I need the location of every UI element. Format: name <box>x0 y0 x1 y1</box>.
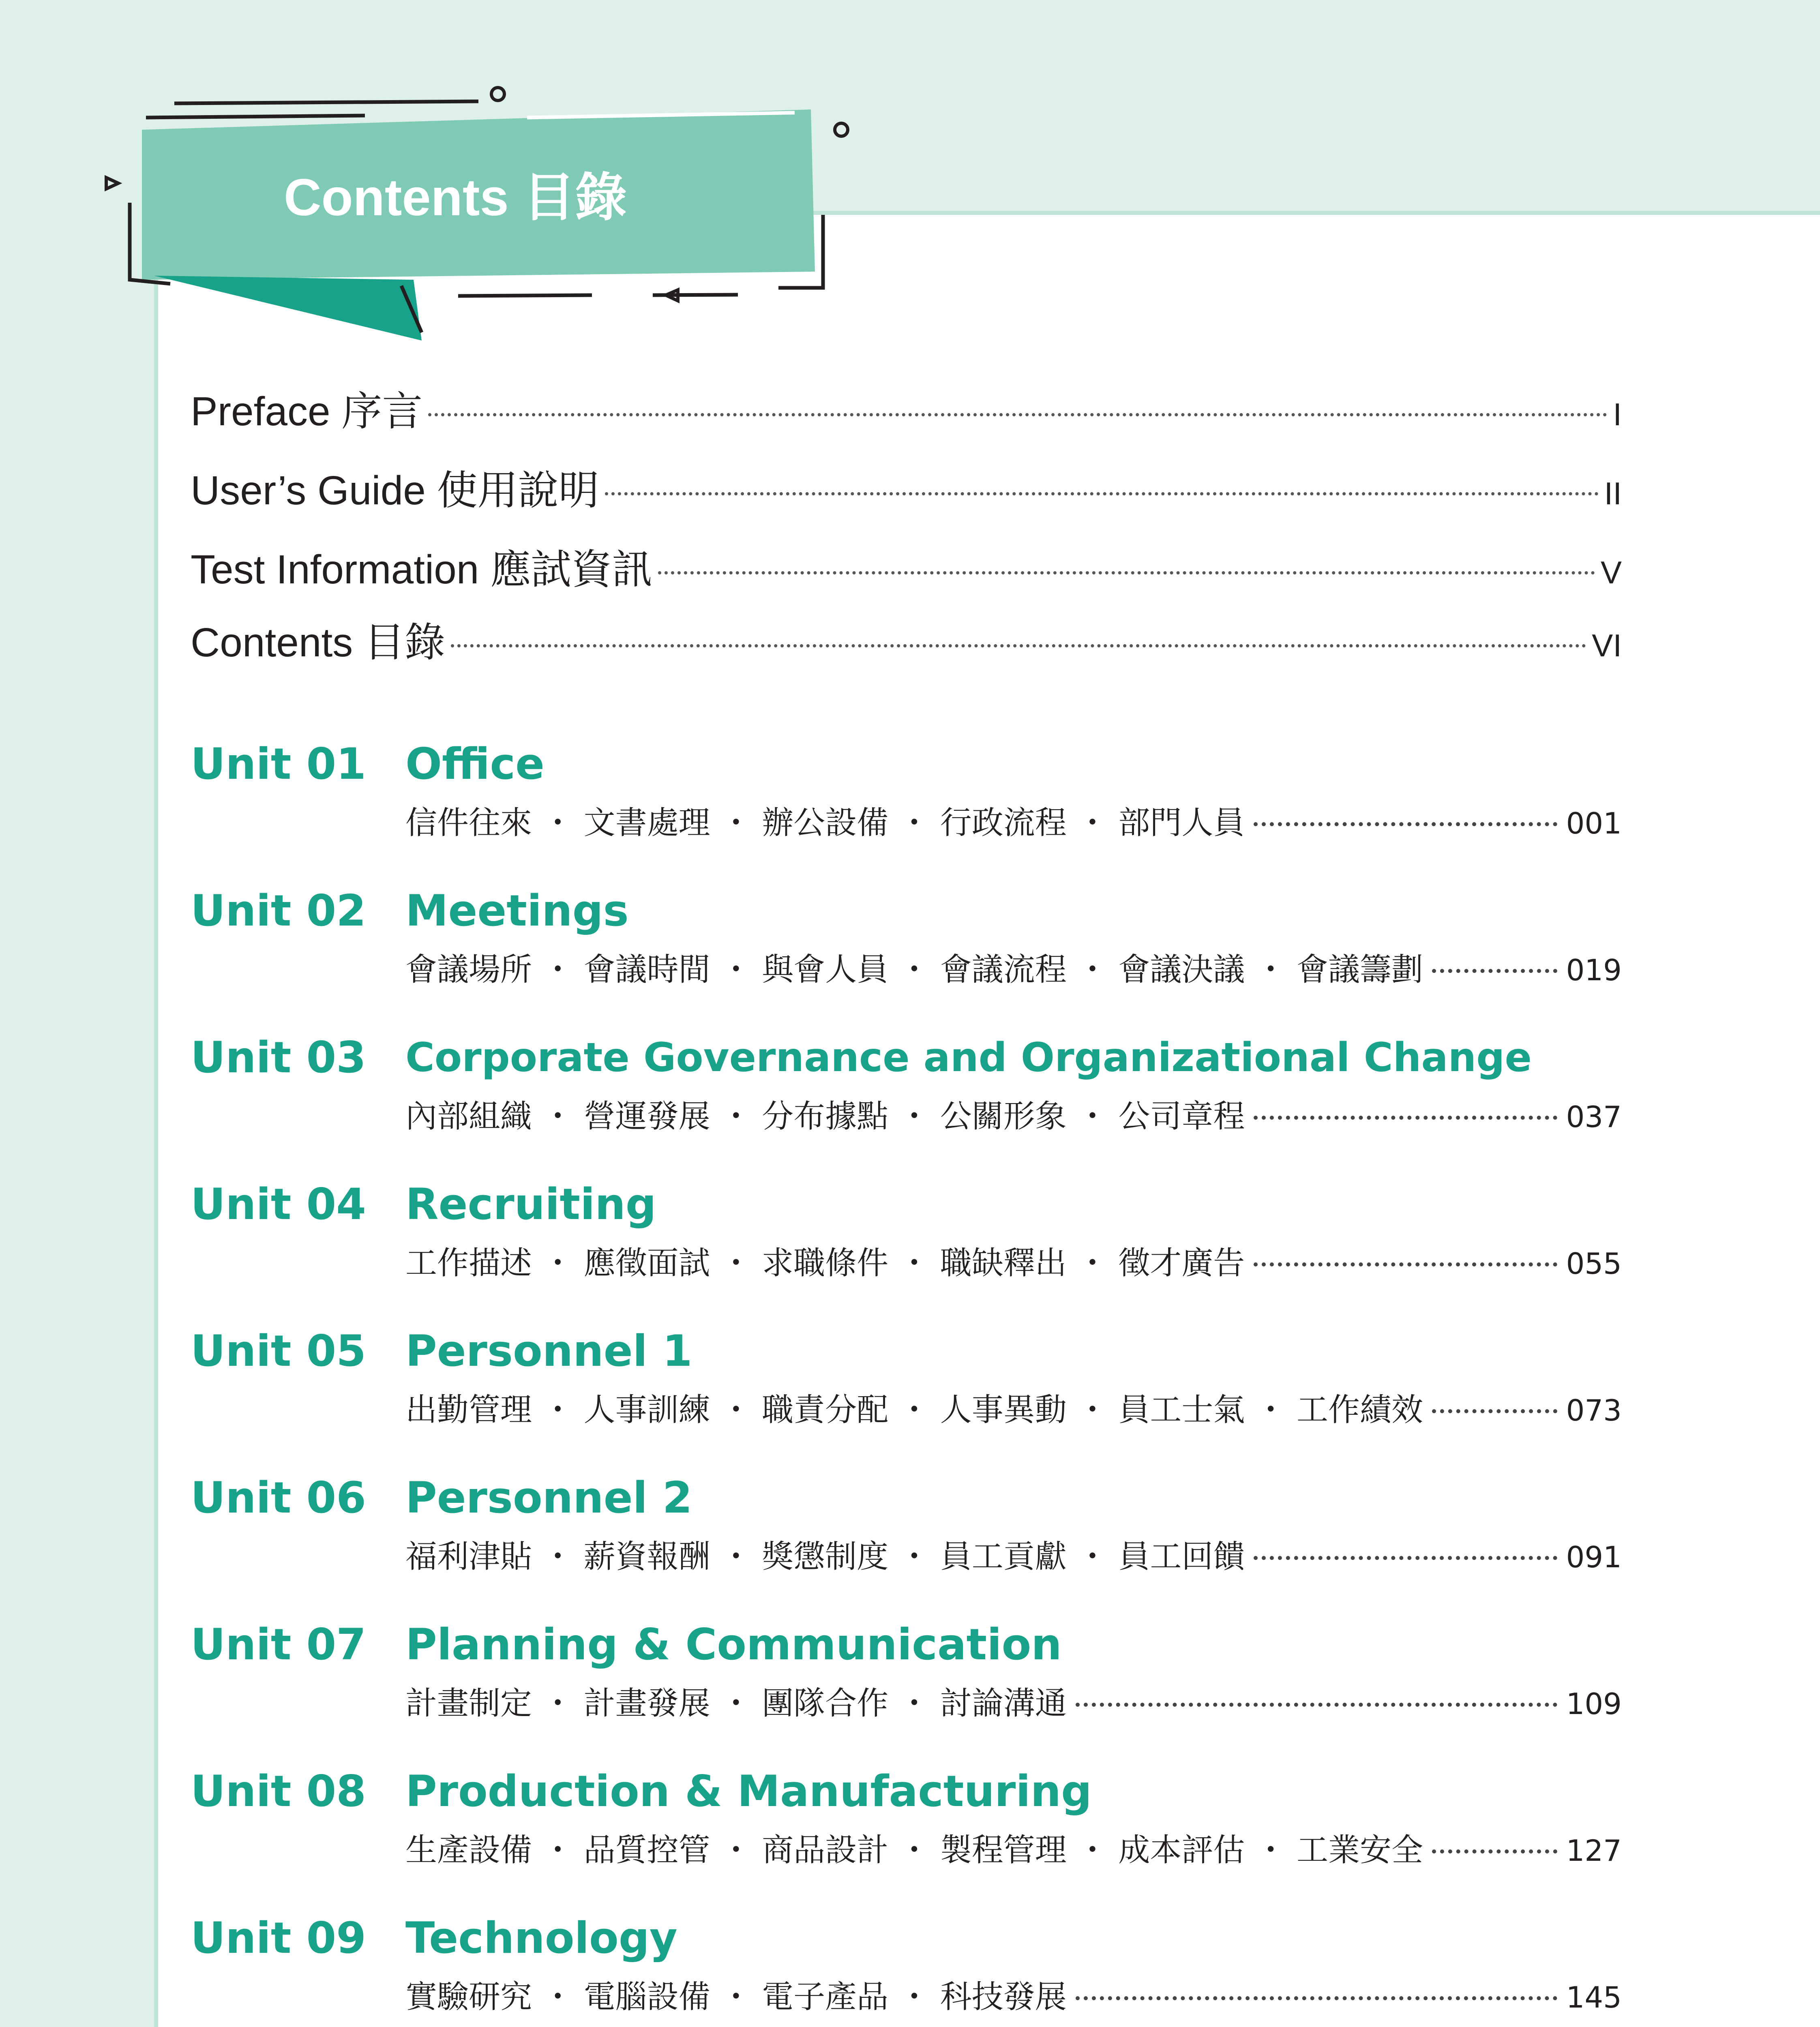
front-matter-label: User’s Guide 使用說明 <box>191 468 599 513</box>
unit-topics: 工作描述 ・ 應徵面試 ・ 求職條件 ・ 職缺釋出 ・ 徵才廣告 <box>405 1245 1245 1281</box>
dot-leader <box>1432 1849 1557 1853</box>
unit-number: Unit 08 <box>191 1766 366 1816</box>
unit-topics: 福利津貼 ・ 薪資報酬 ・ 獎懲制度 ・ 員工貢獻 ・ 員工回饋 <box>405 1538 1245 1575</box>
front-matter-page: I <box>1613 396 1622 432</box>
dot-leader <box>1254 1116 1557 1120</box>
front-matter-item <box>191 464 1622 517</box>
deco-circle-2 <box>835 123 848 136</box>
unit-entry <box>405 1386 1622 1434</box>
unit-number: Unit 03 <box>191 1033 366 1082</box>
unit-number: Unit 06 <box>191 1473 366 1523</box>
deco-line-4 <box>458 295 592 296</box>
unit-number: Unit 02 <box>191 886 366 936</box>
unit-title: Planning & Communication <box>405 1620 1062 1669</box>
unit-entry <box>405 1239 1622 1288</box>
unit-page: 127 <box>1566 1834 1622 1868</box>
unit-page: 019 <box>1566 953 1622 987</box>
unit-entry <box>405 1092 1622 1141</box>
unit-page: 073 <box>1566 1393 1622 1427</box>
unit-topics: 會議場所 ・ 會議時間 ・ 與會人員 ・ 會議流程 ・ 會議決議 ・ 會議籌劃 <box>405 951 1423 988</box>
top-band <box>811 0 1820 211</box>
unit-number: Unit 05 <box>191 1326 366 1376</box>
unit-entry <box>405 799 1622 847</box>
front-matter-label: Contents 目錄 <box>191 620 446 665</box>
dot-leader <box>1432 969 1557 973</box>
unit-topics: 實驗研究 ・ 電腦設備 ・ 電子產品 ・ 科技發展 <box>405 1979 1067 2015</box>
unit-topics: 出勤管理 ・ 人事訓練 ・ 職責分配 ・ 人事異動 ・ 員工士氣 ・ 工作績效 <box>405 1392 1423 1428</box>
front-matter-item <box>191 616 1622 669</box>
dot-leader <box>658 571 1595 574</box>
front-matter-page: V <box>1600 555 1622 590</box>
dot-leader <box>605 492 1599 495</box>
unit-title: Production & Manufacturing <box>405 1766 1092 1816</box>
unit-title: Technology <box>405 1913 677 1963</box>
unit-page: 055 <box>1566 1247 1622 1281</box>
unit-page: 091 <box>1566 1540 1622 1574</box>
unit-page: 109 <box>1566 1687 1622 1721</box>
front-matter-page: II <box>1604 476 1622 511</box>
unit-page: 001 <box>1566 806 1622 840</box>
dot-leader <box>1076 1703 1557 1707</box>
unit-title: Personnel 2 <box>405 1473 692 1523</box>
front-matter-item <box>191 543 1622 596</box>
dot-leader <box>1432 1409 1557 1413</box>
unit-entry <box>405 1826 1622 1875</box>
dot-leader <box>428 413 1607 416</box>
deco-circle-1 <box>491 88 504 101</box>
dot-leader <box>1254 1556 1557 1560</box>
unit-number: Unit 07 <box>191 1620 366 1669</box>
deco-line-2 <box>146 116 365 118</box>
unit-title: Personnel 1 <box>405 1326 692 1376</box>
dot-leader <box>1254 822 1557 826</box>
unit-number: Unit 01 <box>191 739 366 789</box>
dot-leader <box>1076 1996 1557 2000</box>
unit-entry <box>405 1973 1622 2021</box>
front-matter-label: Preface 序言 <box>191 389 423 434</box>
unit-title: Office <box>405 739 545 789</box>
unit-number: Unit 04 <box>191 1179 366 1229</box>
unit-entry <box>405 1679 1622 1728</box>
deco-line-1 <box>174 101 478 103</box>
unit-topics: 計畫制定 ・ 計畫發展 ・ 團隊合作 ・ 討論溝通 <box>405 1685 1067 1722</box>
unit-page: 037 <box>1566 1100 1622 1134</box>
dot-leader <box>451 644 1586 647</box>
unit-entry <box>405 945 1622 994</box>
front-matter-label: Test Information 應試資訊 <box>191 547 653 592</box>
front-matter-page: VI <box>1592 628 1622 663</box>
unit-title: Meetings <box>405 886 629 936</box>
unit-topics: 信件往來 ・ 文書處理 ・ 辦公設備 ・ 行政流程 ・ 部門人員 <box>405 805 1245 841</box>
unit-topics: 生產設備 ・ 品質控管 ・ 商品設計 ・ 製程管理 ・ 成本評估 ・ 工業安全 <box>405 1832 1423 1868</box>
unit-entry <box>405 1532 1622 1581</box>
front-matter-item <box>191 385 1622 438</box>
unit-number: Unit 09 <box>191 1913 366 1963</box>
unit-title: Corporate Governance and Organizational Change <box>405 1035 1532 1081</box>
unit-topics: 內部組織 ・ 營運發展 ・ 分布據點 ・ 公關形象 ・ 公司章程 <box>405 1098 1245 1135</box>
banner-fold <box>154 276 422 341</box>
dot-leader <box>1254 1262 1557 1266</box>
unit-title: Recruiting <box>405 1179 656 1229</box>
page-title: Contents 目錄 <box>284 169 627 227</box>
deco-triangle-1 <box>106 178 118 189</box>
unit-page: 145 <box>1566 1980 1622 2014</box>
